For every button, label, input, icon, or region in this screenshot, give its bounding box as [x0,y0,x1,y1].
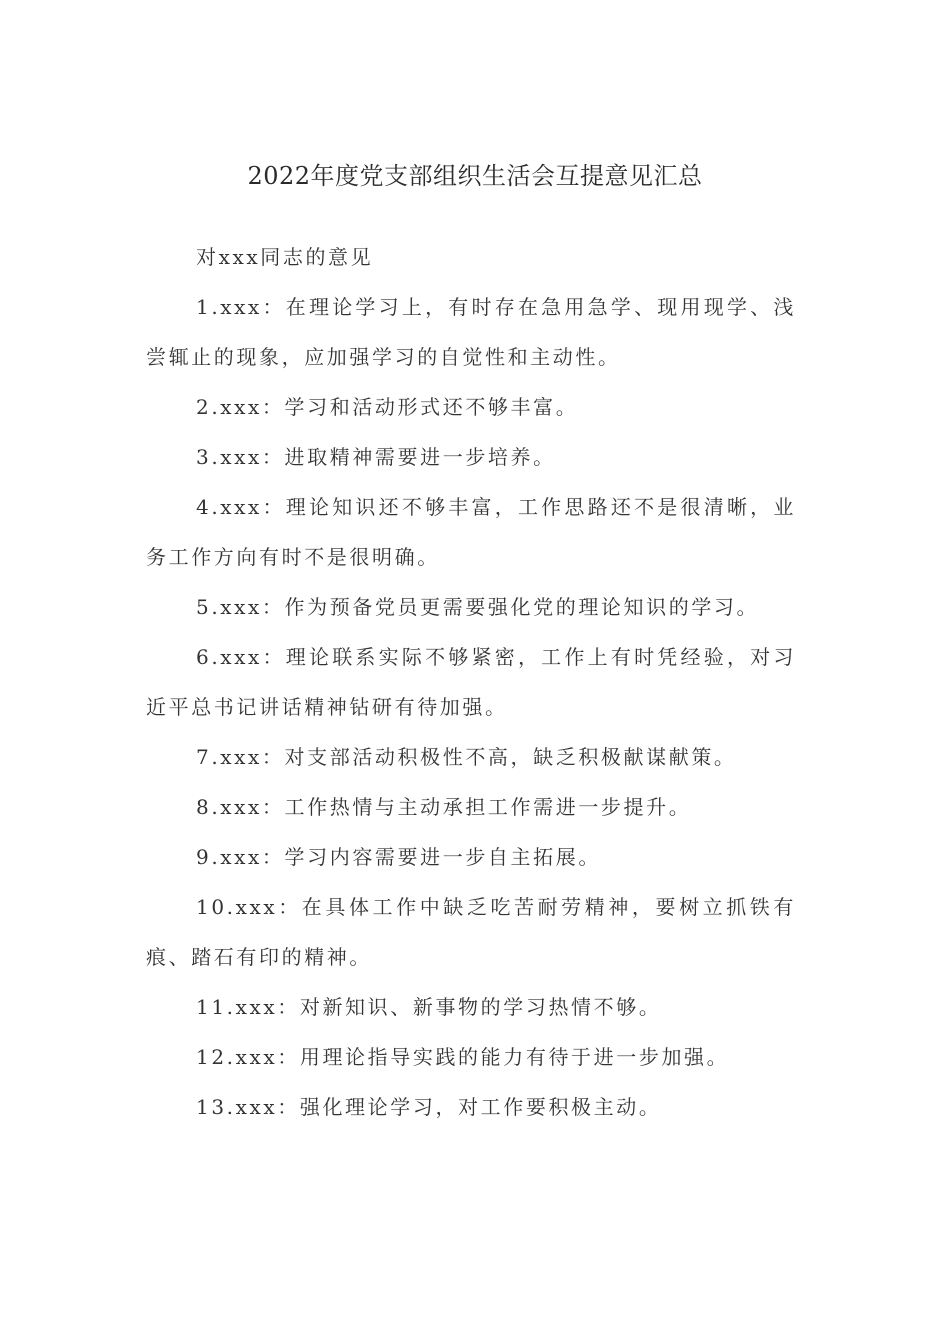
opinion-item-3: 3.xxx：进取精神需要进一步培养。 [196,445,556,469]
opinion-item-8: 8.xxx：工作热情与主动承担工作需进一步提升。 [196,795,692,819]
opinion-item-4: 4.xxx：理论知识还不够丰富，工作思路还不是很清晰，业务工作方向有时不是很明确。 [146,495,796,569]
opinion-item-2: 2.xxx：学习和活动形式还不够丰富。 [196,395,579,419]
opinion-item-7: 7.xxx：对支部活动积极性不高，缺乏积极献谋献策。 [196,745,737,769]
opinion-item-5: 5.xxx：作为预备党员更需要强化党的理论知识的学习。 [196,595,760,619]
subheading: 对xxx同志的意见 [196,245,374,269]
opinion-item-10: 10.xxx：在具体工作中缺乏吃苦耐劳精神，要树立抓铁有痕、踏石有印的精神。 [146,895,796,969]
document-title: 2022年度党支部组织生活会互提意见汇总 [247,162,703,190]
opinion-item-13: 13.xxx：强化理论学习，对工作要积极主动。 [196,1095,662,1119]
opinion-item-6: 6.xxx：理论联系实际不够紧密，工作上有时凭经验，对习近平总书记讲话精神钻研有待加强。 [146,645,796,719]
opinion-item-9: 9.xxx：学习内容需要进一步自主拓展。 [196,845,601,869]
opinion-item-1: 1.xxx：在理论学习上，有时存在急用急学、现用现学、浅尝辄止的现象，应加强学习的自觉性和主动性。 [146,295,796,369]
document-body [146,232,796,1132]
opinion-item-11: 11.xxx：对新知识、新事物的学习热情不够。 [196,995,662,1019]
opinion-item-12: 12.xxx：用理论指导实践的能力有待于进一步加强。 [196,1045,730,1069]
